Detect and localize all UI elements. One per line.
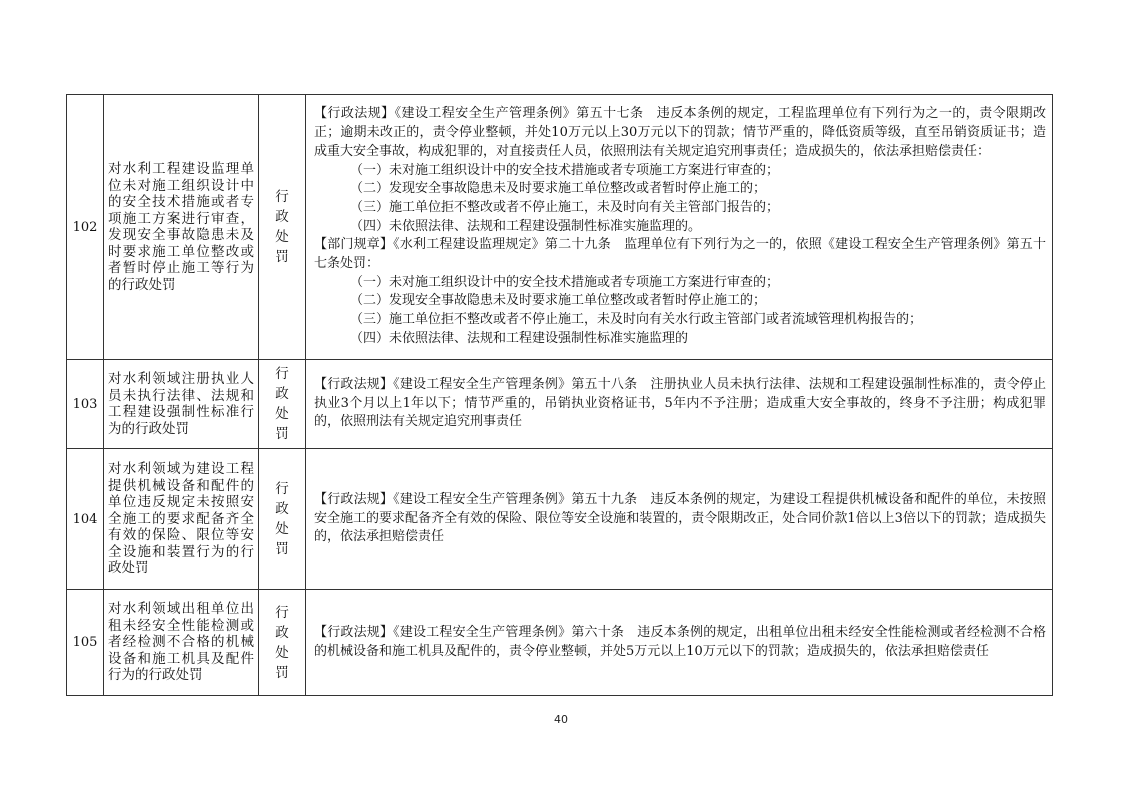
basis-clause: （四）未依照法律、法规和工程建设强制性标准实施监理的 (350, 330, 689, 346)
basis-clause: （二）发现安全事故隐患未及时要求施工单位整改或者暂时停止施工的； (350, 293, 767, 309)
table-row (67, 95, 1053, 360)
table-row (67, 449, 1053, 590)
legal-basis (306, 449, 1053, 590)
basis-paragraph: 【部门规章】《水利工程建设监理规定》第二十九条 监理单位有下列行为之一的，依照《建设工程安全生产管理条例》第五十七条处罚： (314, 237, 1046, 272)
basis-clause: （三）施工单位拒不整改或者不停止施工，未及时向有关主管部门报告的； (350, 199, 780, 215)
row-number: 105 (67, 590, 104, 696)
legal-basis (306, 95, 1053, 360)
basis-paragraph: 【行政法规】《建设工程安全生产管理条例》第五十九条 违反本条例的规定，为建设工程提供机械设备和配件的单位，未按照安全施工的要求配备齐全有效的保险、限位等安全设施和装置的，责令限期改正，处合同价款1倍以上3倍以下的罚款；造成损失的，依法承担赔偿责任 (314, 491, 1046, 545)
basis-clause: （一）未对施工组织设计中的安全技术措施或者专项施工方案进行审查的； (350, 162, 780, 178)
row-number: 102 (67, 95, 104, 360)
item-name: 对水利领域出租单位出租未经安全性能检测或者经检测不合格的机械设备和施工机具及配件行为的行政处罚 (104, 590, 259, 696)
item-name: 对水利领域为建设工程提供机械设备和配件的单位违反规定未按照安全施工的要求配备齐全有效的保险、限位等安全设施和装置行为的行政处罚 (104, 449, 259, 590)
penalty-type (259, 360, 306, 449)
penalty-type (259, 590, 306, 696)
penalty-type-text: 行政处罚 (275, 604, 289, 681)
basis-clause: （一）未对施工组织设计中的安全技术措施或者专项施工方案进行审查的； (350, 274, 780, 290)
legal-basis (306, 360, 1053, 449)
table-row (67, 360, 1053, 449)
basis-paragraph: 【行政法规】《建设工程安全生产管理条例》第五十七条 违反本条例的规定，工程监理单位有下列行为之一的，责令限期改正；逾期未改正的，责令停业整顿，并处10万元以上30万元以下的罚款；情节严重的，降低资质等级，直至吊销资质证书；造成重大安全事故，构成犯罪的，对直接责任人员，依照刑法有关规定追究刑事责任；造成损失的，依法承担赔偿责任： (314, 106, 1046, 159)
penalty-type-text: 行政处罚 (275, 189, 289, 265)
basis-paragraph: 【行政法规】《建设工程安全生产管理条例》第五十八条 注册执业人员未执行法律、法规和工程建设强制性标准的，责令停止执业3个月以上1年以下；情节严重的，吊销执业资格证书，5年内不予注册；造成重大安全事故的，终身不予注册；构成犯罪的，依照刑法有关规定追究刑事责任 (314, 376, 1046, 430)
row-number: 104 (67, 449, 104, 590)
page-number: 40 (554, 713, 568, 726)
basis-clause: （三）施工单位拒不整改或者不停止施工，未及时向有关水行政主管部门或者流域管理机构报告的； (350, 312, 923, 328)
table-row (67, 590, 1053, 696)
legal-basis (306, 590, 1053, 696)
penalty-type (259, 449, 306, 590)
penalty-type-text: 行政处罚 (275, 481, 289, 557)
basis-paragraph: 【行政法规】《建设工程安全生产管理条例》第六十条 违反本条例的规定，出租单位出租未经安全性能检测或者经检测不合格的机械设备和施工机具及配件的，责令停业整顿，并处5万元以上10万元以下的罚款；造成损失的，依法承担赔偿责任 (314, 624, 1046, 659)
penalty-table (66, 94, 1053, 696)
item-name: 对水利领域注册执业人员未执行法律、法规和工程建设强制性标准行为的行政处罚 (104, 360, 259, 449)
basis-clause: （二）发现安全事故隐患未及时要求施工单位整改或者暂时停止施工的； (350, 181, 767, 197)
item-name: 对水利工程建设监理单位未对施工组织设计中的安全技术措施或者专项施工方案进行审查，发现安全事故隐患未及时要求施工单位整改或者暂时停止施工等行为的行政处罚 (104, 95, 259, 360)
basis-clause: （四）未依照法律、法规和工程建设强制性标准实施监理的。 (350, 218, 702, 234)
penalty-type-text: 行政处罚 (275, 366, 289, 442)
row-number: 103 (67, 360, 104, 449)
penalty-type (259, 95, 306, 360)
